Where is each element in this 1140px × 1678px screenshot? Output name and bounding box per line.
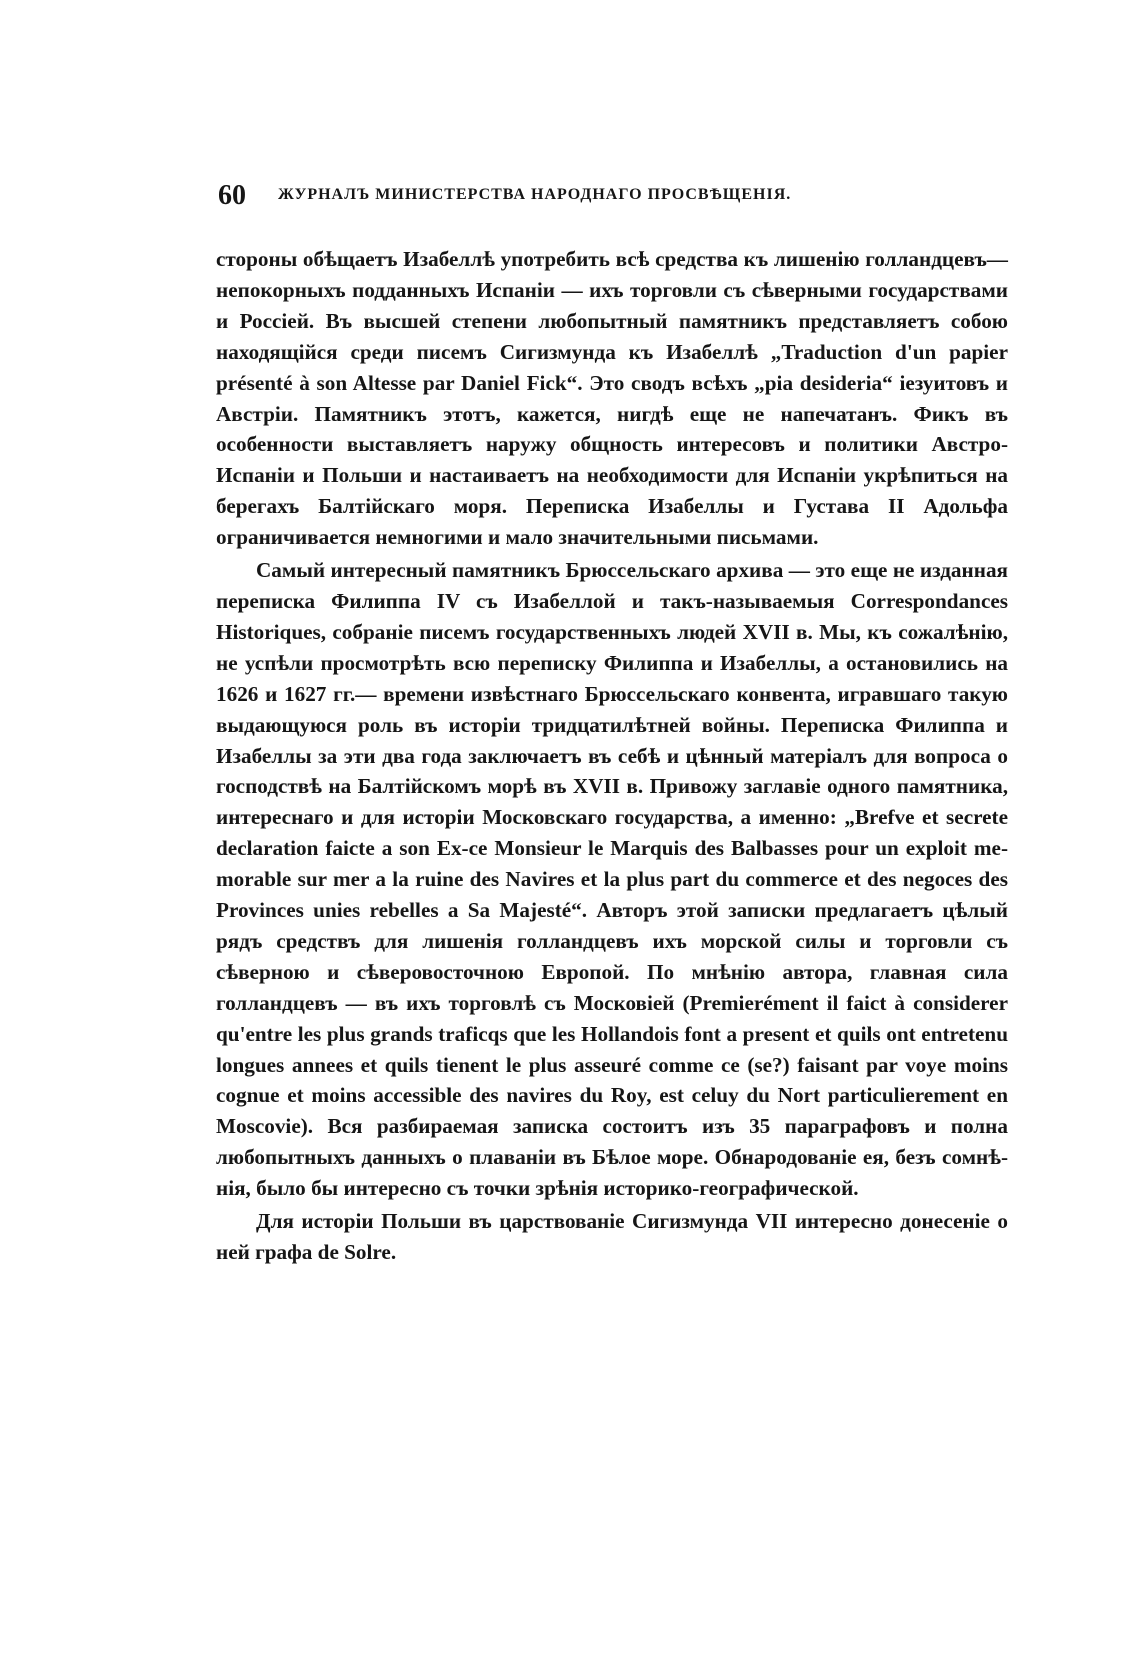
body-text	[216, 244, 1008, 1268]
paragraph-poland-history: Для исторіи Польши въ царствованіе Сигизмунда VII интересно донесеніе о ней графа de Solre.	[216, 1209, 1008, 1264]
journal-title: ЖУРНАЛЪ МИНИСТЕРСТВА НАРОДНАГО ПРОСВѢЩЕНІЯ.	[278, 186, 792, 203]
page-number: 60	[218, 180, 246, 211]
running-head	[218, 180, 1008, 214]
paragraph-brussels-archive: Самый интересный памятникъ Брюссельскаго архива — это еще не изданная переписка Филиппа IV съ Изабеллой и такъ-называемыя Correspondances Historiques, собраніе писемъ государственныхъ людей XVII в. Мы, къ сожалѣнію, не успѣли просмотрѣть всю переписку Филиппа и Изабеллы, а остановились на 1626 и 1627 гг.— времени извѣстнаго Брюссельскаго конвента, игравшаго такую выдающуюся роль въ исторіи тридцатилѣтней войны. Переписка Филиппа и Изабеллы за эти два года заключаетъ въ себѣ и цѣнный матеріалъ для вопроса о господствѣ на Балтійскомъ морѣ въ XVII в. Привожу заглавіе одного памятника, интереснаго и для исторіи Московскаго государства, а именно: „Brefve et secrete declaration faicte a son Ex-ce Monsieur le Marquis des Balbasses pour un exploit memorable sur mer a la ruine des Navires et la plus part du commerce et des negoces des Provinces unies rebelles a Sa Majesté“. Авторъ этой записки предлагаетъ цѣлый рядъ средствъ для лишенія голландцевъ ихъ морской силы и торговли съ сѣверною и сѣверовосточною Европой. По мнѣнію автора, главная сила голландцевъ — въ ихъ торговлѣ съ Московіей (Premierément il faict à considerer qu'entre les plus grands traficqs que les Hollandois font a present et quils ont entretenu longues annees et quils tienent le plus asseuré comme ce (se?) faisant par voye moins cognue et moins accessible des navires du Roy, est celuy du Nort particulierement en Moscovie). Вся разбираемая записка состоитъ изъ 35 параграфовъ и полна любопытныхъ данныхъ о плаваніи въ Бѣлое море. Обнародованіе ея, безъ сомнѣнія, было бы интересно съ точки зрѣнія историко-географической.	[216, 558, 1008, 1201]
paragraph-continuation: стороны обѣщаетъ Изабеллѣ употребить всѣ средства къ лишенію голландцевъ—непокорныхъ подданныхъ Испаніи — ихъ торговли съ сѣверными государствами и Россіей. Въ высшей степени любопытный памятникъ представляетъ собою находящійся среди писемъ Сигизмунда къ Изабеллѣ „Traduction d'un papier présenté à son Altesse par Daniel Fick“. Это сводъ всѣхъ „pia desideria“ іезуитовъ и Австріи. Памятникъ этотъ, кажется, нигдѣ еще не напечатанъ. Фикъ въ особенности выставляетъ наружу общность интересовъ и политики Австро-Испаніи и Польши и настаиваетъ на необходимости для Испаніи укрѣпиться на берегахъ Балтійскаго моря. Переписка Изабеллы и Густава II Адольфа ограничивается немногими и мало значительными письмами.	[216, 247, 1008, 550]
